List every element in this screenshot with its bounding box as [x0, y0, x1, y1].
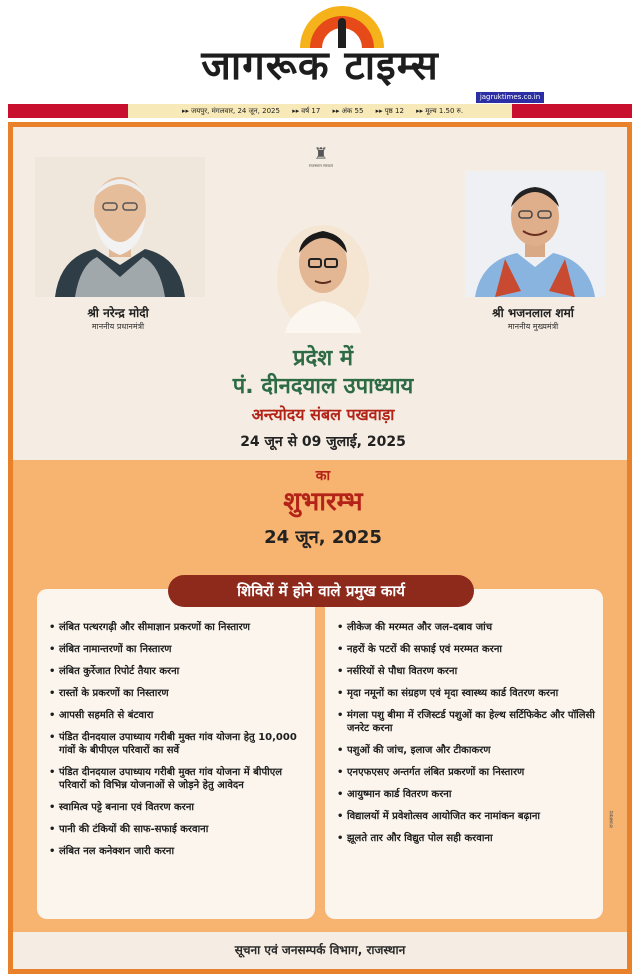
ashoka-emblem-icon: ♜ — [313, 144, 329, 163]
leader-name-left: श्री नरेन्द्र मोदी — [87, 306, 149, 320]
launch-title: शुभारम्भ — [283, 487, 363, 517]
chief-minister-caption — [463, 305, 603, 332]
campaign-headline — [133, 345, 513, 455]
list-item: • रास्तों के प्रकरणों का निस्तारण — [49, 687, 309, 700]
list-item: • लंबित नामान्तरणों का निस्तारण — [49, 643, 309, 656]
campaign-dates: 24 जून से 09 जुलाई, 2025 — [240, 434, 406, 450]
list-item: • विद्यालयों में प्रवेशोत्सव आयोजित कर नामांकन बढ़ाना — [337, 810, 597, 823]
launch-block — [133, 467, 513, 553]
issue-year: ▸▸ वर्ष 17 — [292, 107, 321, 115]
list-item: • नहरों के पटरों की सफाई एवं मरम्मत करना — [337, 643, 597, 656]
prime-minister-caption — [43, 305, 193, 332]
works-list-left — [49, 621, 309, 867]
list-item: • मृदा नमूनों का संग्रहण एवं मृदा स्वास्थ्य कार्ड वितरण करना — [337, 687, 597, 700]
newspaper-title: जागरूक टाइम्स — [201, 43, 439, 89]
issue-number: ▸▸ अंक 55 — [332, 107, 364, 115]
list-item: • स्वामित्व पट्टे बनाना एवं वितरण करना — [49, 801, 309, 814]
portrait-chief-minister — [465, 171, 605, 297]
list-item: • लीकेज की मरम्मत और जल-दबाव जांच — [337, 621, 597, 634]
list-item: • पंडित दीनदयाल उपाध्याय गरीबी मुक्त गांव योजना हेतु 10,000 गांवों के बीपीएल परिवारों का सर्वे — [49, 731, 309, 757]
issue-info-strip — [8, 104, 632, 118]
headline-line-1: प्रदेश में — [293, 346, 353, 371]
list-item: • लंबित नल कनेक्शन जारी करना — [49, 845, 309, 858]
list-item: • पशुओं की जांच, इलाज और टीकाकरण — [337, 744, 597, 757]
list-item: • नर्सरियों से पौधा वितरण करना — [337, 665, 597, 678]
list-item: • मंगला पशु बीमा में रजिस्टर्ड पशुओं का हेल्थ सर्टिफिकेट और पॉलिसी जनरेट करना — [337, 709, 597, 735]
launch-connector: का — [315, 468, 331, 484]
portrait-prime-minister — [35, 157, 205, 297]
works-list-right-card — [325, 589, 603, 919]
list-item: • आपसी सहमति से बंटवारा — [49, 709, 309, 722]
list-item: • लंबित कुर्रेजात रिपोर्ट तैयार करना — [49, 665, 309, 678]
launch-date: 24 जून, 2025 — [264, 527, 382, 548]
list-item: • पानी की टंकियों की साफ-सफाई करवाना — [49, 823, 309, 836]
issue-price: ▸▸ मूल्य 1.50 रु. — [416, 107, 464, 115]
portrait-deendayal-upadhyaya — [275, 215, 371, 333]
issue-pages: ▸▸ पृष्ठ 12 — [375, 107, 404, 115]
newspaper-masthead — [0, 0, 640, 100]
side-credit-note: राजसंवाद — [609, 810, 615, 828]
headline-line-3: अन्त्योदय संबल पखवाड़ा — [251, 405, 395, 424]
list-item: • एनएफएसए अन्तर्गत लंबित प्रकरणों का निस्तारण — [337, 766, 597, 779]
state-emblem: ♜ राजस्थान सरकार — [308, 144, 334, 168]
list-item: • लंबित पत्थरगढ़ी और सीमाज्ञान प्रकरणों का निस्तारण — [49, 621, 309, 634]
works-list-right — [337, 621, 597, 854]
works-list-left-card — [37, 589, 315, 919]
list-item: • आयुष्मान कार्ड वितरण करना — [337, 788, 597, 801]
leader-designation-left: माननीय प्रधानमंत्री — [91, 322, 145, 331]
section-title-pill: शिविरों में होने वाले प्रमुख कार्य — [168, 575, 474, 607]
department-footer: सूचना एवं जनसम्पर्क विभाग, राजस्थान — [13, 932, 627, 969]
newspaper-url[interactable]: jagruktimes.co.in — [476, 92, 544, 103]
leader-name-right: श्री भजनलाल शर्मा — [492, 306, 574, 320]
government-advertisement — [8, 122, 632, 974]
list-item: • झूलते तार और विद्युत पोल सही करवाना — [337, 832, 597, 845]
issue-date: ▸▸ जयपुर, मंगलवार, 24 जून, 2025 — [182, 107, 280, 115]
list-item: • पंडित दीनदयाल उपाध्याय गरीबी मुक्त गांव योजना में बीपीएल परिवारों को विभिन्न योजनाओं से जोड़ने हेतु आवेदन — [49, 766, 309, 792]
headline-line-2: पं. दीनदयाल उपाध्याय — [232, 374, 414, 399]
leader-designation-right: माननीय मुख्यमंत्री — [507, 322, 559, 331]
